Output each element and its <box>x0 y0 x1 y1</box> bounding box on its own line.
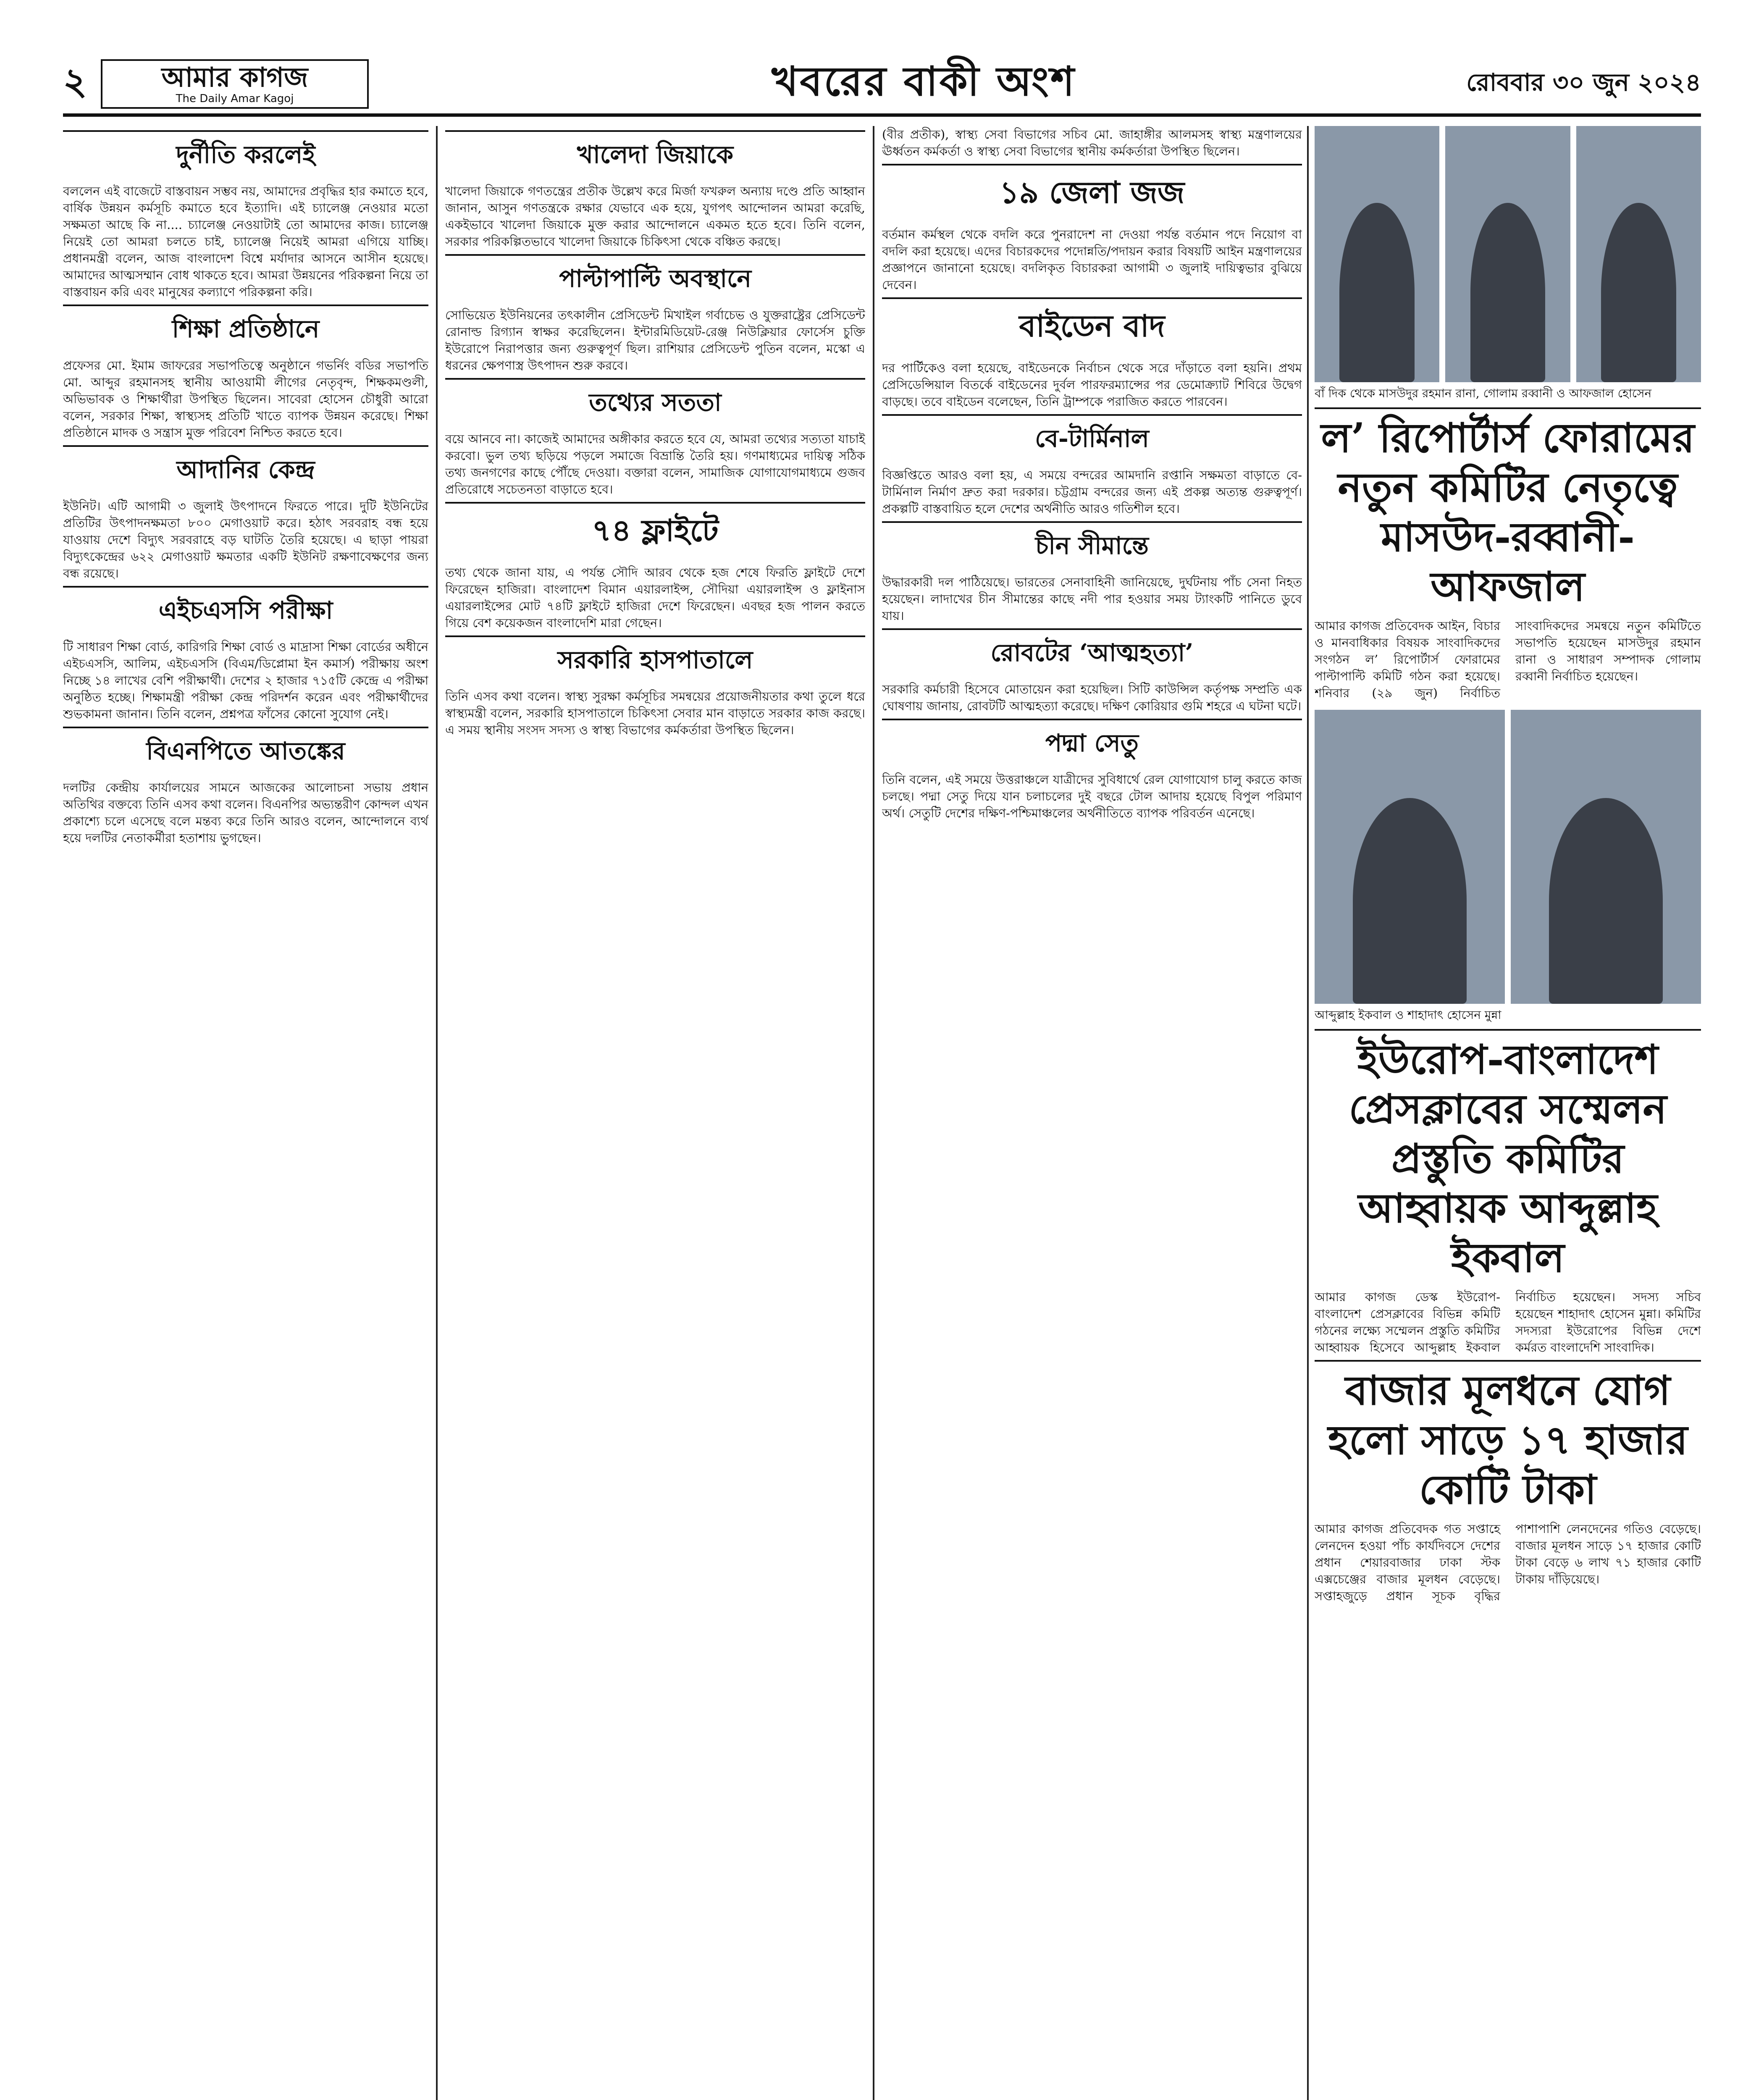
photo-strip <box>1315 710 1701 1004</box>
article-body: বর্তমান কর্মস্থল থেকে বদলি করে পুনরাদেশ না দেওয়া পর্যন্ত বর্তমান পদে নিয়োগ বা বদলি করা হয়েছে। এদের বিচারকদের পদোন্নতি/পদায়ন করার বিষয়টি আইন মন্ত্রণালয়ের প্রজ্ঞাপনে জানানো হয়েছে। বদলিকৃত বিচারকরা আগামী ৩ জুলাই দায়িত্বভার বুঝিয়ে দেবেন। <box>882 227 1302 292</box>
article-headline: ইউরোপ-বাংলাদেশ প্রেসক্লাবের সম্মেলন প্রস্তুতি কমিটির আহ্বায়ক আব্দুল্লাহ ইকবাল <box>1315 1029 1701 1283</box>
article-headline: এইচএসসি পরীক্ষা <box>63 586 428 633</box>
photo-caption: বাঁ দিক থেকে মাসউদুর রহমান রানা, গোলাম রব্বানী ও আফজাল হোসেন <box>1315 386 1652 400</box>
photo-caption: আব্দুল্লাহ ইকবাল ও শাহাদাৎ হোসেন মুন্না <box>1315 1008 1502 1022</box>
column-1 <box>63 126 428 2100</box>
article-body: বললেন এই বাজেটে বাস্তবায়ন সম্ভব নয়, আমাদের প্রবৃদ্ধির হার কমাতে হবে, বার্ষিক উন্নয়ন কর্মসূচি কমাতে হবে ইত্যাদি। এই চ্যালেঞ্জ নেওয়ার মতো সক্ষমতা আছে কি না.... চ্যালেঞ্জ নেওয়াটাই তো আমাদের কাজ। চ্যালেঞ্জ নিয়েই তো আমরা চলতে চাই, চ্যালেঞ্জ নিয়েই আমরা এগিয়ে যাচ্ছি। প্রধানমন্ত্রী বলেন, আজ বাংলাদেশ বিশ্বে মর্যাদার আসনে আসীন হয়েছে। আমাদের আত্মসম্মান বোধ থাকতে হবে। আমরা উন্নয়নের পরিকল্পনা নিয়ে তা বাস্তবায়ন করি এবং মানুষের কল্যাণে পরিকল্পনা করি। <box>63 184 428 299</box>
article-headline: তথ্যের সততা <box>445 378 865 425</box>
portrait-photo <box>1511 710 1701 1004</box>
article-body: আমার কাগজ প্রতিবেদক আইন, বিচার ও মানবাধিকার বিষয়ক সাংবাদিকদের সংগঠন ল’ রিপোর্টার্স ফোরামের পাল্টাপাল্টি কমিটি গঠন করা হয়েছে। শনিবার (২৯ জুন) নির্বাচিত সাংবাদিকদের সমন্বয়ে নতুন কমিটিতে সভাপতি হয়েছেন মাসউদুর রহমান রানা ও সাধারণ সম্পাদক গোলাম রব্বানী নির্বাচিত হয়েছেন। <box>1315 619 1701 700</box>
article-headline: সরকারি হাসপাতালে <box>445 635 865 682</box>
portrait-photo <box>1315 126 1439 382</box>
article-headline: রোবটের ‘আত্মহত্যা’ <box>882 628 1302 675</box>
column-2 <box>445 126 865 2100</box>
article-headline: পদ্মা সেতু <box>882 719 1302 765</box>
article-body: দর পার্টিকেও বলা হয়েছে, বাইডেনকে নির্বাচন থেকে সরে দাঁড়াতে বলা হয়নি। প্রথম প্রেসিডেন্সিয়াল বিতর্কে বাইডেনের দুর্বল পারফরম্যান্সের পর ডেমোক্র্যাট শিবিরে উদ্বেগ বাড়ছে। তবে বাইডেন বলেছেন, তিনি ট্রাম্পকে পরাজিত করতে পারবেন। <box>882 361 1302 409</box>
article-body: আমার কাগজ প্রতিবেদক গত সপ্তাহে লেনদেন হওয়া পাঁচ কার্যদিবসে দেশের প্রধান শেয়ারবাজার ঢাকা স্টক এক্সচেঞ্জের বাজার মূলধন বেড়েছে। সপ্তাহজুড়ে প্রধান সূচক বৃদ্ধির পাশাপাশি লেনদেনের গতিও বেড়েছে। বাজার মূলধন সাড়ে ১৭ হাজার কোটি টাকা বেড়ে ৬ লাখ ৭১ হাজার কোটি টাকায় দাঁড়িয়েছে। <box>1315 1522 1701 1603</box>
article-headline: চীন সীমান্তে <box>882 521 1302 568</box>
article-body: দলটির কেন্দ্রীয় কার্যালয়ের সামনে আজকের আলোচনা সভায় প্রধান অতিথির বক্তব্যে তিনি এসব কথা বলেন। বিএনপির অভ্যন্তরীণ কোন্দল এখন প্রকাশ্যে চলে এসেছে বলে মন্তব্য করে তিনি আরও বলেন, আন্দোলনে ব্যর্থ হয়ে দলটির নেতাকর্মীরা হতাশায় ভুগছেন। <box>63 780 428 845</box>
article-headline: বিএনপিতে আতঙ্কের <box>63 727 428 773</box>
column-4 <box>1315 126 1701 2100</box>
article-headline: খালেদা জিয়াকে <box>445 130 865 177</box>
page-number: ২ <box>63 59 87 103</box>
newspaper-logo <box>101 59 369 109</box>
column-divider <box>873 126 874 2100</box>
article-body: উদ্ধারকারী দল পাঠিয়েছে। ভারতের সেনাবাহিনী জানিয়েছে, দুর্ঘটনায় পাঁচ সেনা নিহত হয়েছেন। লাদাখের চীন সীমান্তের কাছে নদী পার হওয়ার সময় ট্যাংকটি পানিতে ডুবে যায়। <box>882 575 1302 623</box>
article-headline: ৭৪ ফ্লাইটে <box>445 502 865 558</box>
column-3 <box>882 126 1302 2100</box>
column-divider <box>1307 126 1309 2100</box>
article-body: তিনি বলেন, এই সময়ে উত্তরাঞ্চলে যাত্রীদের সুবিধার্থে রেল যোগাযোগ চালু করতে কাজ চলছে। পদ্মা সেতু দিয়ে যান চলাচলের দুই বছরে টোল আদায় হয়েছে বিপুল পরিমাণ অর্থ। সেতুটি দেশের দক্ষিণ-পশ্চিমাঞ্চলের অর্থনীতিতে ব্যাপক পরিবর্তন এনেছে। <box>882 772 1302 820</box>
article-body: সরকারি কর্মচারী হিসেবে মোতায়েন করা হয়েছিল। সিটি কাউন্সিল কর্তৃপক্ষ সম্প্রতি এক ঘোষণায় জানায়, রোবটটি আত্মহত্যা করেছে। দক্ষিণ কোরিয়ার গুমি শহরে এ ঘটনা ঘটে। <box>882 682 1302 713</box>
logo-title: আমার কাগজ <box>161 62 308 93</box>
article-body: ইউনিট। এটি আগামী ৩ জুলাই উৎপাদনে ফিরতে পারে। দুটি ইউনিটের প্রতিটির উৎপাদনক্ষমতা ৮০০ মেগাওয়াট করে। হঠাৎ সরবরাহ বন্ধ হয়ে যাওয়ায় দেশে বিদ্যুৎ সরবরাহে বড় ঘাটতি তৈরি হয়েছে। এ ছাড়া পায়রা বিদ্যুৎকেন্দ্রের ৬২২ মেগাওয়াট ক্ষমতার একটি ইউনিট রক্ষণাবেক্ষণের জন্য বন্ধ রয়েছে। <box>63 499 428 580</box>
issue-date: রোববার ৩০ জুন ২০২৪ <box>1466 68 1701 97</box>
photo-strip <box>1315 126 1701 382</box>
article-headline: বাজার মূলধনে যোগ হলো সাড়ে ১৭ হাজার কোটি টাকা <box>1315 1360 1701 1515</box>
article-headline: ল’ রিপোর্টার্স ফোরামের নতুন কমিটির নেতৃত্বে মাসউদ-রব্বানী-আফজাল <box>1315 407 1701 612</box>
column-divider <box>436 126 438 2100</box>
article-body: (বীর প্রতীক), স্বাস্থ্য সেবা বিভাগের সচিব মো. জাহাঙ্গীর আলমসহ স্বাস্থ্য মন্ত্রণালয়ের ঊর্ধ্বতন কর্মকর্তা ও স্বাস্থ্য সেবা বিভাগের স্থানীয় কর্মকর্তারা উপস্থিত ছিলেন। <box>882 127 1302 158</box>
logo-subtitle: The Daily Amar Kagoj <box>176 92 294 105</box>
article-headline: বাইডেন বাদ <box>882 297 1302 354</box>
portrait-photo <box>1315 710 1505 1004</box>
article-body: খালেদা জিয়াকে গণতন্ত্রের প্রতীক উল্লেখ করে মির্জা ফখরুল অন্যায় দণ্ডে প্রতি আহ্বান জানান, আসুন গণতন্ত্রকে রক্ষার যেভাবে এক হয়ে, যুগপৎ আন্দোলন আমরা করেছি, একইভাবে খালেদা জিয়াকে মুক্ত করার আন্দোলনে একমত হতে হবে। তিনি বলেন, সরকার পরিকল্পিতভাবে খালেদা জিয়াকে চিকিৎসা থেকে বঞ্চিত করছে। <box>445 184 865 249</box>
article-headline: ১৯ জেলা জজ <box>882 164 1302 220</box>
article-headline: পাল্টাপাল্টি অবস্থানে <box>445 254 865 301</box>
article-body: টি সাধারণ শিক্ষা বোর্ড, কারিগরি শিক্ষা বোর্ড ও মাদ্রাসা শিক্ষা বোর্ডের অধীনে এইচএসসি, আলিম, এইচএসসি (বিএম/ডিপ্লোমা ইন কমার্স) পরীক্ষায় অংশ নিচ্ছে ১৪ লাখের বেশি পরীক্ষার্থী। দেশের ২ হাজার ৭১৫টি কেন্দ্রে এ পরীক্ষা অনুষ্ঠিত হচ্ছে। শিক্ষামন্ত্রী পরীক্ষা কেন্দ্র পরিদর্শন করেন এবং পরীক্ষার্থীদের শুভকামনা জানান। তিনি বলেন, প্রশ্নপত্র ফাঁসের কোনো সুযোগ নেই। <box>63 640 428 721</box>
article-body: আমার কাগজ ডেস্ক ইউরোপ-বাংলাদেশ প্রেসক্লাবের বিভিন্ন কমিটি গঠনের লক্ষ্যে সম্মেলন প্রস্তুতি কমিটির আহ্বায়ক হিসেবে আব্দুল্লাহ ইকবাল নির্বাচিত হয়েছেন। সদস্য সচিব হয়েছেন শাহাদাৎ হোসেন মুন্না। কমিটির সদস্যরা ইউরোপের বিভিন্ন দেশে কর্মরত বাংলাদেশি সাংবাদিক। <box>1315 1290 1701 1354</box>
portrait-photo <box>1445 126 1570 382</box>
article-body: তথ্য থেকে জানা যায়, এ পর্যন্ত সৌদি আরব থেকে হজ শেষে ফিরতি ফ্লাইটে দেশে ফিরেছেন হাজিরা। বাংলাদেশ বিমান এয়ারলাইন্স, সৌদিয়া এয়ারলাইন্স ও ফ্লাইনাস এয়ারলাইন্সের মোট ৭৪টি ফ্লাইটে হাজিরা দেশে ফিরেছেন। এবছর হজ পালন করতে গিয়ে বেশ কয়েকজন বাংলাদেশি মারা গেছেন। <box>445 565 865 630</box>
article-body: সোভিয়েত ইউনিয়নের তৎকালীন প্রেসিডেন্ট মিখাইল গর্বাচেভ ও যুক্তরাষ্ট্রের প্রেসিডেন্ট রোনাল্ড রিগ্যান স্বাক্ষর করেছিলেন। ইন্টারমিডিয়েট-রেঞ্জ নিউক্লিয়ার ফোর্সেস চুক্তি ইউরোপে নিরাপত্তার জন্য গুরুত্বপূর্ণ ছিল। রাশিয়ার প্রেসিডেন্ট পুতিন বলেন, মস্কো এ ধরনের ক্ষেপণাস্ত্র উৎপাদন শুরু করবে। <box>445 308 865 373</box>
article-headline: আদানির কেন্দ্র <box>63 445 428 492</box>
section-title: খবরের বাকী অংশ <box>772 57 1076 105</box>
page-header <box>63 55 1701 117</box>
article-body: বয়ে আনবে না। কাজেই আমাদের অঙ্গীকার করতে হবে যে, আমরা তথ্যের সত্যতা যাচাই করবো। ভুল তথ্য ছড়িয়ে পড়লে সমাজে বিভ্রান্তি তৈরি হয়। গণমাধ্যমের দায়িত্ব সঠিক তথ্য জনগণের কাছে পৌঁছে দেওয়া। বক্তারা বলেন, সামাজিক যোগাযোগমাধ্যমে গুজব প্রতিরোধে সচেতনতা বাড়াতে হবে। <box>445 432 865 496</box>
article-headline: শিক্ষা প্রতিষ্ঠানে <box>63 304 428 351</box>
article-body: বিজ্ঞপ্তিতে আরও বলা হয়, এ সময়ে বন্দরের আমদানি রপ্তানি সক্ষমতা বাড়াতে বে-টার্মিনাল নির্মাণ দ্রুত করা দরকার। চট্টগ্রাম বন্দরের জন্য এই প্রকল্প অত্যন্ত গুরুত্বপূর্ণ। প্রকল্পটি বাস্তবায়িত হলে দেশের অর্থনীতি আরও গতিশীল হবে। <box>882 468 1302 516</box>
article-body: প্রফেসর মো. ইমাম জাফরের সভাপতিত্বে অনুষ্ঠানে গভর্নিং বডির সভাপতি মো. আব্দুর রহমানসহ স্থানীয় আওয়ামী লীগের নেতৃবৃন্দ, শিক্ষকমণ্ডলী, অভিভাবক ও শিক্ষার্থীরা উপস্থিত ছিলেন। সাবেরা হোসেন চৌধুরী আরো বলেন, সরকার শিক্ষা, স্বাস্থ্যসহ প্রতিটি খাতে ব্যাপক উন্নয়ন করেছে। শিক্ষা প্রতিষ্ঠানে মাদক ও সন্ত্রাস মুক্ত পরিবেশ নিশ্চিত করতে হবে। <box>63 358 428 440</box>
portrait-photo <box>1576 126 1701 382</box>
article-headline: বে-টার্মিনাল <box>882 414 1302 461</box>
article-headline: দুর্নীতি করলেই <box>63 130 428 177</box>
article-body: তিনি এসব কথা বলেন। স্বাস্থ্য সুরক্ষা কর্মসূচির সমন্বয়ের প্রয়োজনীয়তার কথা তুলে ধরে স্বাস্থ্যমন্ত্রী বলেন, সরকারি হাসপাতালে চিকিৎসা সেবার মান বাড়াতে সরকার কাজ করছে। এ সময় স্থানীয় সংসদ সদস্য ও স্বাস্থ্য বিভাগের কর্মকর্তারা উপস্থিত ছিলেন। <box>445 689 865 737</box>
